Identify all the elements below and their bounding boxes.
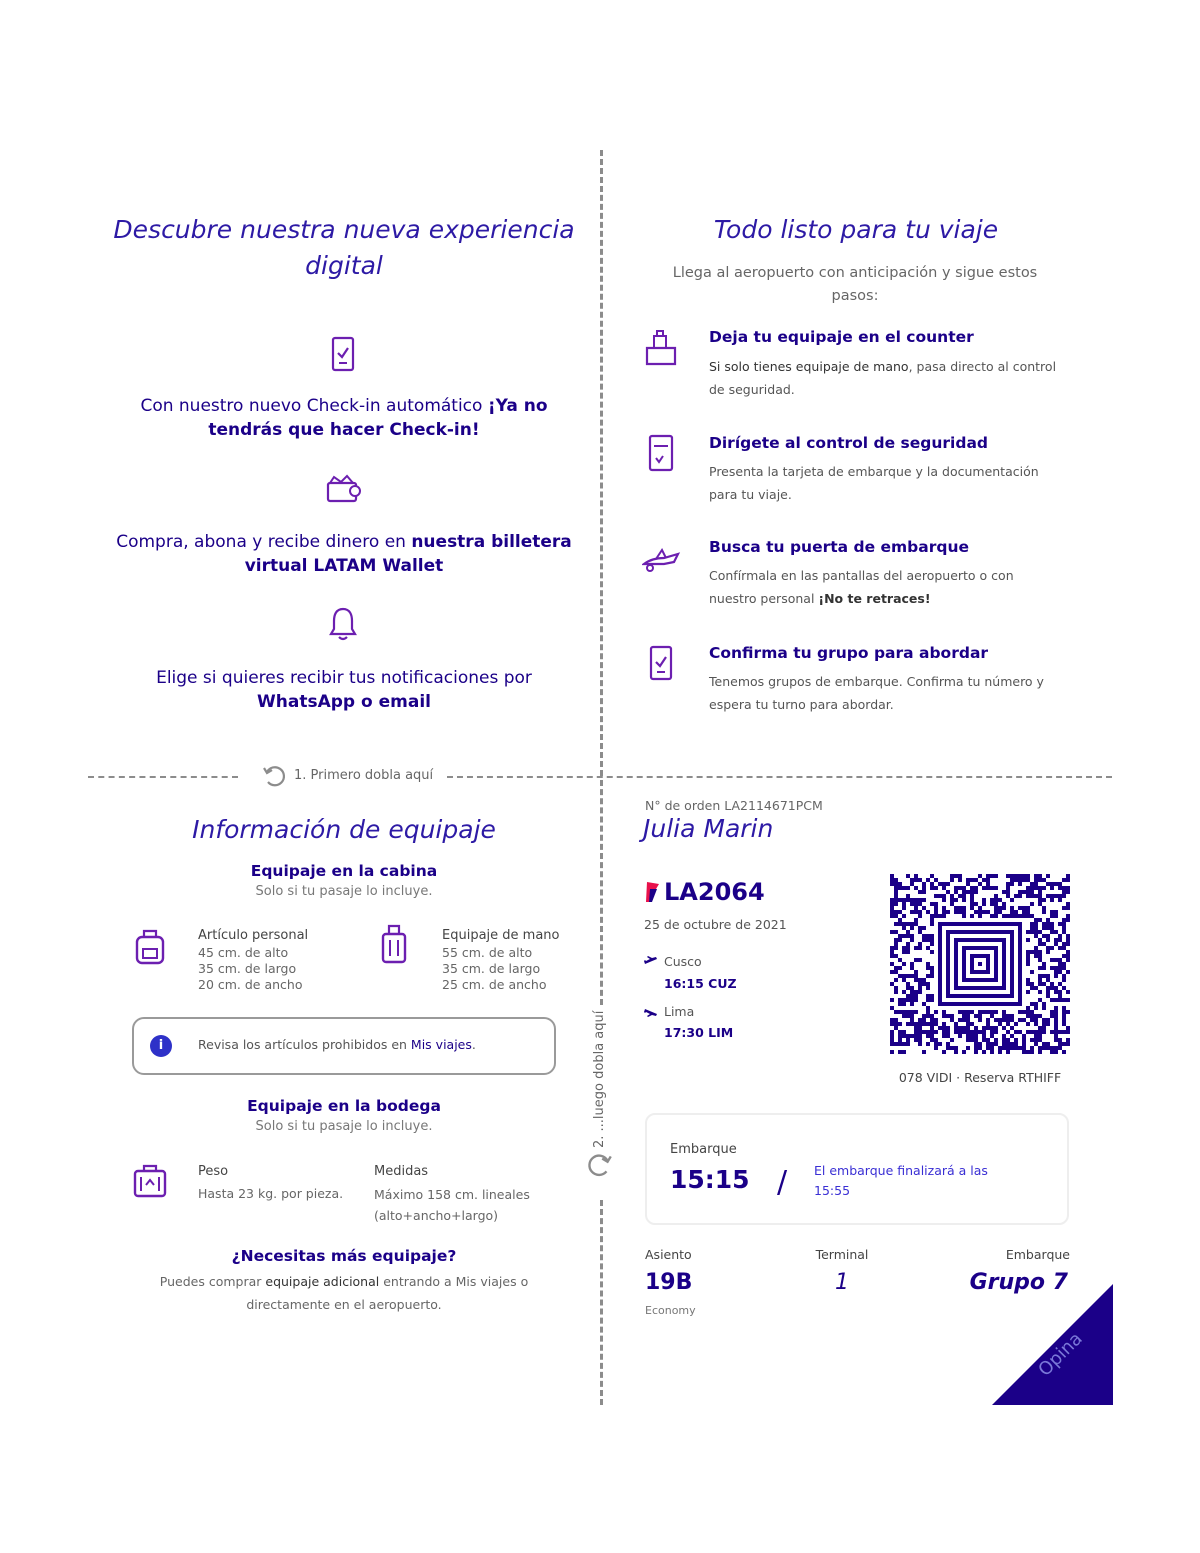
destination-city: Lima	[664, 1004, 695, 1019]
boarding-divider: /	[777, 1165, 788, 1200]
vertical-fold-line-mid	[600, 780, 603, 1005]
hand-baggage-title: Equipaje de mano	[442, 928, 560, 943]
terminal-label: Terminal	[815, 1247, 869, 1262]
flight-number: LA2064	[664, 878, 765, 906]
opina-label[interactable]: Opina	[1034, 1328, 1087, 1381]
seat-value: 19B	[645, 1270, 693, 1295]
weight-label: Peso	[198, 1164, 229, 1179]
wallet-icon	[325, 474, 363, 504]
step-2-desc: Presenta la tarjeta de embarque y la documentación para tu viaje.	[709, 464, 1039, 502]
phone-check-icon	[331, 336, 355, 372]
carry-on-icon	[380, 924, 408, 964]
horizontal-fold-line-left	[88, 776, 238, 778]
baggage-title: Información de equipaje	[192, 815, 496, 844]
destination-time: 17:30 LIM	[664, 1025, 734, 1040]
step-1-title: Deja tu equipaje en el counter	[709, 328, 974, 346]
airplane-icon	[642, 546, 682, 574]
seat-label: Asiento	[645, 1247, 692, 1262]
fold-second-label: 2. ...luego dobla aquí	[592, 1010, 607, 1148]
wallet-text: Compra, abona y recibe dinero en nuestra billetera virtual LATAM Wallet	[116, 532, 572, 576]
boarding-label: Embarque	[670, 1142, 737, 1157]
ready-title: Todo listo para tu viaje	[713, 215, 999, 244]
fold-rotate-icon	[261, 762, 289, 794]
order-number: N° de orden LA2114671PCM	[645, 798, 823, 813]
ready-subtitle: Llega al aeropuerto con anticipación y sigue estos pasos:	[672, 265, 1038, 304]
more-baggage-title: ¿Necesitas más equipaje?	[231, 1247, 457, 1265]
backpack-icon	[133, 927, 167, 965]
weight-value: Hasta 23 kg. por pieza.	[198, 1186, 344, 1201]
origin-city: Cusco	[664, 954, 702, 969]
boarding-time-card	[645, 1113, 1069, 1225]
flight-date: 25 de octubre de 2021	[644, 917, 787, 932]
bell-icon	[328, 606, 358, 642]
passenger-name: Julia Marin	[643, 814, 774, 843]
vertical-fold-line-bottom	[600, 1200, 603, 1405]
size-value: Máximo 158 cm. lineales (alto+ancho+largo)	[374, 1187, 530, 1223]
hold-title: Equipaje en la bodega	[247, 1097, 441, 1115]
cabin-title: Equipaje en la cabina	[250, 862, 438, 880]
checkin-auto-text: Con nuestro nuevo Check-in automático ¡Ya no tendrás que hacer Check-in!	[140, 396, 548, 440]
takeoff-icon	[644, 955, 658, 967]
boarding-time: 15:15	[670, 1165, 750, 1194]
qr-code-caption: 078 VIDI · Reserva RTHIFF	[898, 1070, 1062, 1085]
vertical-fold-line-top	[600, 150, 603, 776]
prohibited-items-notice	[132, 1017, 556, 1075]
opina-corner[interactable]	[992, 1284, 1113, 1405]
hold-note: Solo si tu pasaje lo incluye.	[255, 1119, 433, 1134]
checked-bag-icon	[132, 1163, 168, 1199]
step-2-title: Dirígete al control de seguridad	[709, 434, 988, 452]
landing-icon	[644, 1006, 658, 1018]
digital-experience-title: Descubre nuestra nueva experiencia digital	[113, 215, 575, 280]
step-3-desc: Confírmala en las pantallas del aeropuerto o con nuestro personal ¡No te retraces!	[709, 568, 1014, 606]
fold-first-label: 1. Primero dobla aquí	[294, 768, 434, 783]
luggage-counter-icon	[644, 328, 678, 366]
prohibited-items-text: Revisa los artículos prohibidos en Mis viajes.	[198, 1037, 476, 1052]
my-trips-link[interactable]: Mis viajes	[410, 1037, 472, 1052]
boarding-end-text: El embarque finalizará a las 15:55	[814, 1163, 988, 1198]
group-label: Embarque	[1005, 1247, 1070, 1262]
latam-logo-icon	[644, 880, 662, 904]
personal-item-dims: 45 cm. de alto 35 cm. de largo 20 cm. de ancho	[198, 945, 303, 992]
cabin-note: Solo si tu pasaje lo incluye.	[255, 884, 433, 899]
hand-baggage-dims: 55 cm. de alto 35 cm. de largo 25 cm. de ancho	[442, 945, 547, 992]
personal-item-title: Artículo personal	[198, 928, 309, 943]
seat-class: Economy	[645, 1304, 696, 1317]
origin-time: 16:15 CUZ	[664, 976, 737, 991]
phone-check-icon	[649, 644, 673, 682]
step-4-desc: Tenemos grupos de embarque. Confirma tu número y espera tu turno para abordar.	[709, 674, 1044, 712]
qr-code	[890, 874, 1070, 1054]
fold-second-rotate-icon	[584, 1150, 614, 1184]
step-3-title: Busca tu puerta de embarque	[709, 538, 970, 556]
more-baggage-text: Puedes comprar equipaje adicional entrando a Mis viajes o directamente en el aeropuerto.	[159, 1274, 529, 1312]
info-icon: i	[150, 1035, 172, 1057]
terminal-value: 1	[835, 1270, 849, 1295]
security-document-icon	[648, 434, 674, 472]
step-1-desc: Si solo tienes equipaje de mano, pasa directo al control de seguridad.	[709, 359, 1057, 397]
size-label: Medidas	[374, 1164, 429, 1179]
notifications-text: Elige si quieres recibir tus notificaciones por WhatsApp o email	[156, 668, 532, 712]
horizontal-fold-line-right	[447, 776, 1112, 778]
step-4-title: Confirma tu grupo para abordar	[709, 644, 989, 662]
group-value: Grupo 7	[969, 1270, 1068, 1295]
